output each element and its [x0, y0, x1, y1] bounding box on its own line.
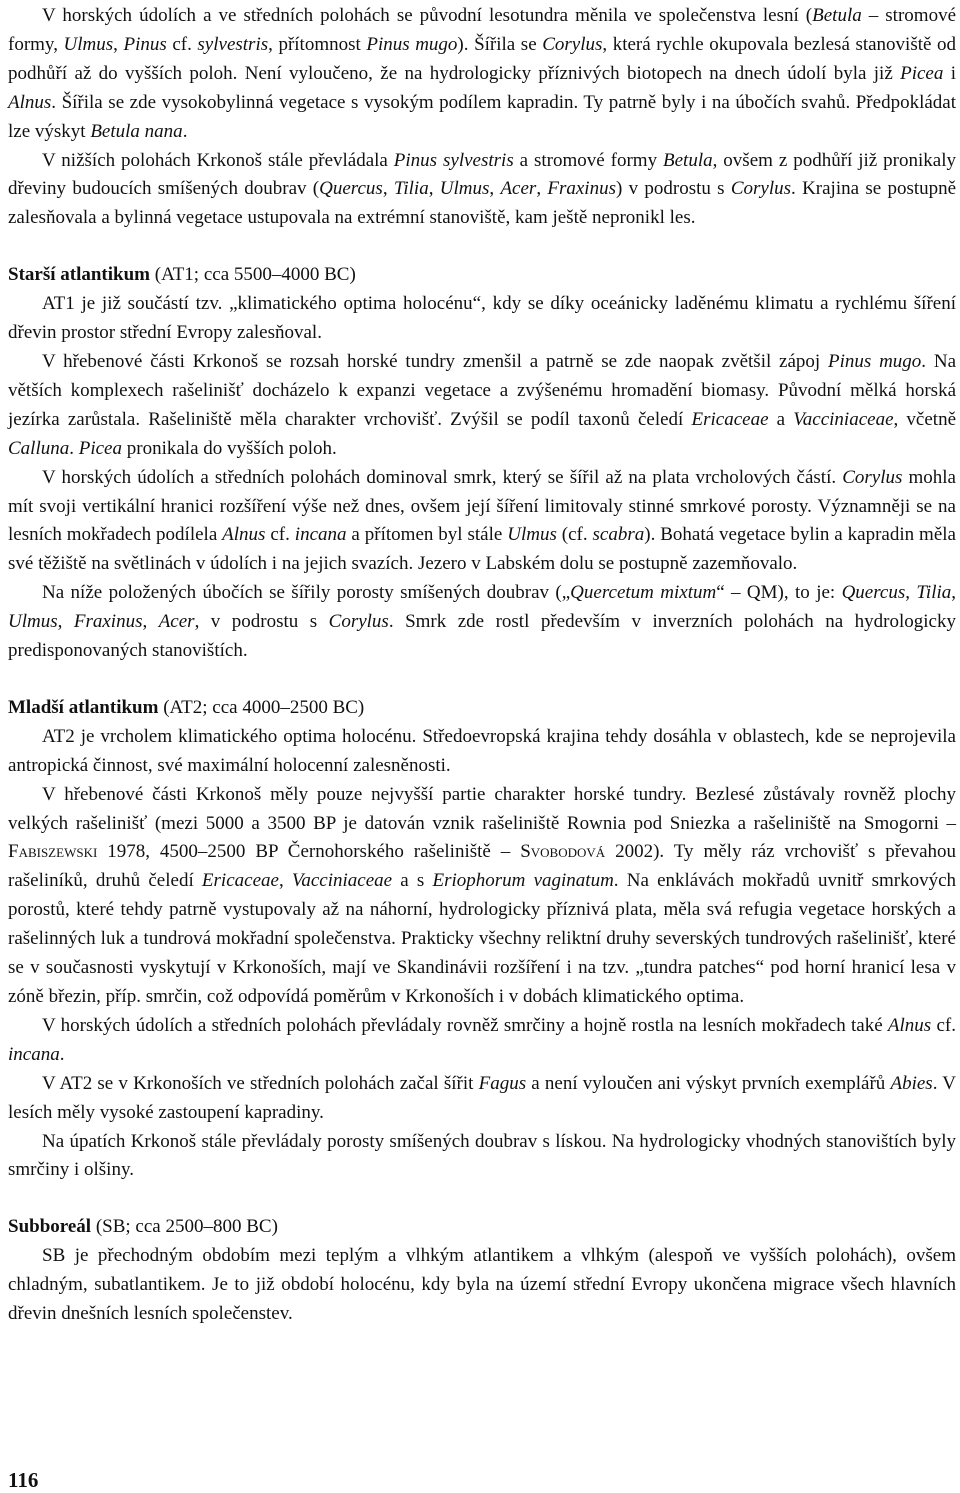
- paragraph: Na úpatích Krkonoš stále převládaly porosty smíšených doubrav s lískou. Na hydrologicky vhodných stanovištích byly smrčiny i olšiny.: [8, 1130, 956, 1181]
- spacer: [8, 233, 956, 261]
- paragraph: SB je přechodným obdobím mezi teplým a vlhkým atlantikem a vlhkým (alespoň ve vyšších polohách), ovšem chladným, subatlantikem. Je to již období holocénu, kdy byla na území střední Evropy ukončena migrace všech hlavních dřevin dnešních lesních společenstev.: [8, 1245, 956, 1325]
- section-heading: Subboreál (SB; cca 2500–800 BC): [8, 1216, 278, 1238]
- paragraph: V hřebenové části Krkonoš se rozsah horské tundry zmenšil a patrně se zde naopak zvětšil zápoj Pinus mugo. Na větších komplexech rašelinišť docházelo k expanzi vegetace a zvýšenému hromadění biomasy. Původní mělká horská jezírka zarůstala. Rašeliniště měla charakter vrchovišť. Zvýšil se podíl taxonů čeledí Ericaceae a Vacciniaceae, včetně Calluna. Picea pronikala do vyšších poloh.: [8, 350, 957, 459]
- paragraph: V hřebenové části Krkonoš měly pouze nejvyšší partie charakter horské tundry. Bezlesé zůstávaly rovněž plochy velkých rašelinišť (mezi 5000 a 3500 BP je datován vznik rašeliniště Rownia pod Sniezka a rašeliniště na Smogorni – Fabiszewski 1978, 4500–2500 BP Černohorského rašeliniště – Svobodová 2002). Ty měly ráz vrchovišť s převahou rašeliníků, druhů čeledí Ericaceae, Vacciniaceae a s Eriophorum vaginatum. Na enklávách mokřadů uvnitř smrkových porostů, které tehdy patrně vystupovaly až na náhorní, hydrologicky příznivá plata, měla svá refugia vegetace horských a rašelinných luk a tundrová mokřadní společenstva. Prakticky všechny reliktní druhy severských tundrových rašelinišť, které se v současnosti vyskytují v Krkonoších, mají ve Skandinávii rozšíření i na tzv. „tundra patches“ pod horní hranicí lesa v zóně březin, příp. smrčin, což odpovídá poměrům v Krkonoších i v dobách klimatického optima.: [8, 783, 957, 1007]
- paragraph: V horských údolích a středních polohách dominoval smrk, který se šířil až na plata vrcholových částí. Corylus mohla mít svoji vertikální hranici rozšíření výše než dnes, ovšem její šíření limitovaly stinné smrkové porosty. Významněji se na lesních mokřadech podílela Alnus cf. incana a přítomen byl stále Ulmus (cf. scabra). Bohatá vegetace bylin a kapradin měla své těžiště na světlinách v údolích i na jejich svazích. Jezero v Labském dolu se postupně zazemňovalo.: [8, 466, 956, 575]
- paragraph: V horských údolích a ve středních polohách se původní lesotundra měnila ve společenstva lesní (Betula – stromové formy, Ulmus, Pinus cf. sylvestris, přítomnost Pinus mugo). Šířila se Corylus, která rychle okupovala bezlesá stanoviště od podhůří až do vyšších poloh. Není vyloučeno, že na hydrologicky příznivých biotopech na dnech údolí byla již Picea i Alnus. Šířila se zde vysokobylinná vegetace s vysokým podílem kapradin. Ty patrně byly i na úbočích svahů. Předpokládat lze výskyt Betula nana.: [8, 5, 957, 142]
- paragraph: V horských údolích a středních polohách převládaly rovněž smrčiny a hojně rostla na lesních mokřadech také Alnus cf. incana.: [8, 1014, 956, 1065]
- spacer: [8, 1185, 956, 1213]
- paragraph: V nižších polohách Krkonoš stále převládala Pinus sylvestris a stromové formy Betula, ovšem z podhůří již pronikaly dřeviny budoucích smíšených doubrav (Quercus, Tilia, Ulmus, Acer, Fraxinus) v podrostu s Corylus. Krajina se postupně zalesňovala a bylinná vegetace ustupovala na extrémní stanoviště, kam ještě nepronikl les.: [8, 149, 957, 229]
- text-column: [8, 2, 956, 1329]
- spacer: [8, 666, 956, 694]
- paragraph: AT1 je již součástí tzv. „klimatického optima holocénu“, kdy se díky oceánicky laděnému klimatu a rychlému šíření dřevin prostor střední Evropy zalesňoval.: [8, 293, 956, 344]
- paragraph: Na níže položených úbočích se šířily porosty smíšených doubrav („Quercetum mixtum“ – QM), to je: Quercus, Tilia, Ulmus, Fraxinus, Acer, v podrostu s Corylus. Smrk zde rostl především v inverzních polohách na hydrologicky predisponovaných stanovištích.: [8, 582, 957, 662]
- paragraph: V AT2 se v Krkonoších ve středních polohách začal šířit Fagus a není vyloučen ani výskyt prvních exemplářů Abies. V lesích měly vysoké zastoupení kapradiny.: [8, 1072, 956, 1123]
- section-heading: Mladší atlantikum (AT2; cca 4000–2500 BC): [8, 696, 365, 718]
- paragraph: AT2 je vrcholem klimatického optima holocénu. Středoevropská krajina tehdy dosáhla v oblastech, kde se neprojevila antropická činnost, své maximální holocenní zalesněnosti.: [8, 725, 956, 776]
- section-heading: Starší atlantikum (AT1; cca 5500–4000 BC): [8, 264, 356, 286]
- page-number: 116: [8, 1468, 39, 1492]
